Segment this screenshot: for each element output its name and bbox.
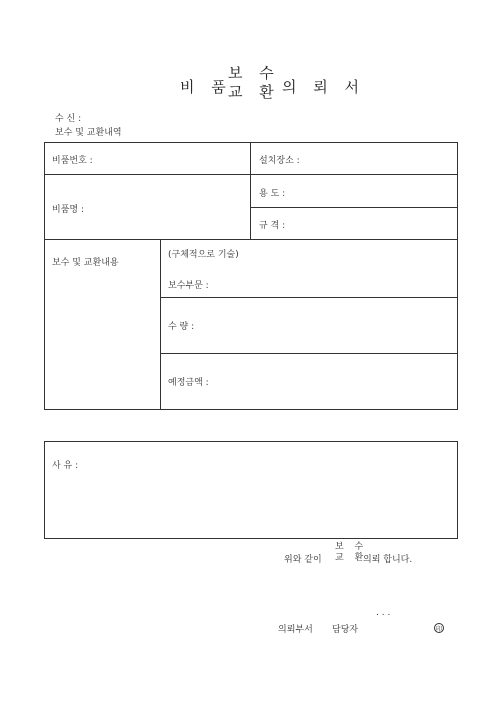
specific-note: (구체적으로 기술) bbox=[168, 250, 239, 260]
usage-label: 용 도 : bbox=[259, 189, 286, 199]
reason-box bbox=[44, 441, 458, 539]
title-stack-top: 보 수 bbox=[228, 64, 280, 82]
closing-prefix: 위와 같이 bbox=[284, 555, 322, 565]
reason-label: 사 유 : bbox=[52, 461, 79, 471]
closing-stack-bottom: 교 환 bbox=[335, 553, 368, 564]
closing-suffix: 의뢰 합니다. bbox=[363, 555, 413, 565]
seal-icon: 印 bbox=[434, 623, 444, 633]
spec-label: 규 격 : bbox=[259, 221, 286, 231]
repair-part-label: 보수부문 : bbox=[168, 281, 209, 291]
item-number-label: 비품번호 : bbox=[52, 156, 93, 166]
recipient-label: 수 신 : bbox=[55, 114, 82, 124]
date-dots: . . . bbox=[376, 608, 391, 618]
details-table bbox=[44, 142, 458, 410]
title-left: 비 품 bbox=[180, 78, 232, 96]
content-label: 보수 및 교환내용 bbox=[52, 258, 119, 268]
dept-label: 의뢰부서 bbox=[278, 625, 313, 635]
closing-stack-top: 보 수 bbox=[335, 542, 368, 552]
quantity-label: 수 량 : bbox=[168, 322, 195, 332]
person-label: 담당자 bbox=[332, 625, 359, 635]
install-location-label: 설치장소 : bbox=[259, 156, 300, 166]
title-right: 의 뢰 서 bbox=[282, 78, 366, 96]
title-stack bbox=[228, 64, 280, 102]
section-label: 보수 및 교환내역 bbox=[55, 128, 122, 138]
item-name-label: 비품명 : bbox=[52, 205, 84, 215]
title-stack-bottom: 교 환 bbox=[228, 82, 280, 101]
estimated-amount-label: 예정금액 : bbox=[168, 378, 209, 388]
